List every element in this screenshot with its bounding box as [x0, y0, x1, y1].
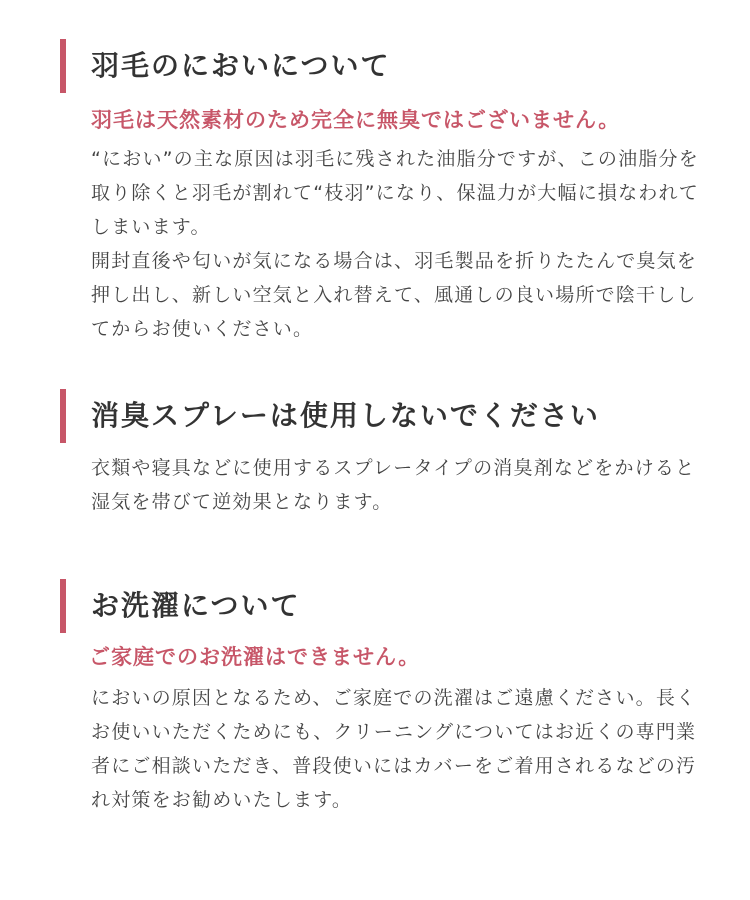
section-accent-bar	[60, 39, 66, 93]
section-accent-bar	[60, 389, 66, 443]
body-paragraph: においの原因となるため、ご家庭での洗濯はご遠慮ください。長くお使いいただくためにも、クリーニングについてはお近くの専門業者にご相談いただき、普段使いにはカバーをご着用されるなどの汚れ対策をお勧めいたします。	[91, 687, 697, 811]
section-highlight: 羽毛は天然素材のため完全に無臭ではございません。	[91, 108, 621, 132]
section-body	[91, 681, 706, 817]
section-heading: 羽毛のにおいについて	[91, 49, 391, 82]
section-heading: お洗濯について	[91, 589, 301, 622]
body-paragraph: 開封直後や匂いが気になる場合は、羽毛製品を折りたたんで臭気を押し出し、新しい空気と入れ替えて、風通しの良い場所で陰干ししてからお使いください。	[91, 250, 698, 340]
section-heading: 消臭スプレーは使用しないでください	[91, 399, 600, 432]
body-paragraph: “におい”の主な原因は羽毛に残された油脂分ですが、この油脂分を取り除くと羽毛が割れて“枝羽”になり、保温力が大幅に損なわれてしまいます。	[91, 148, 699, 238]
section-body	[91, 142, 706, 346]
section-body	[91, 451, 706, 519]
section-accent-bar	[60, 579, 66, 633]
body-paragraph: 衣類や寝具などに使用するスプレータイプの消臭剤などをかけると湿気を帯びて逆効果となります。	[91, 457, 696, 513]
section-highlight: ご家庭でのお洗濯はできません。	[89, 645, 421, 669]
